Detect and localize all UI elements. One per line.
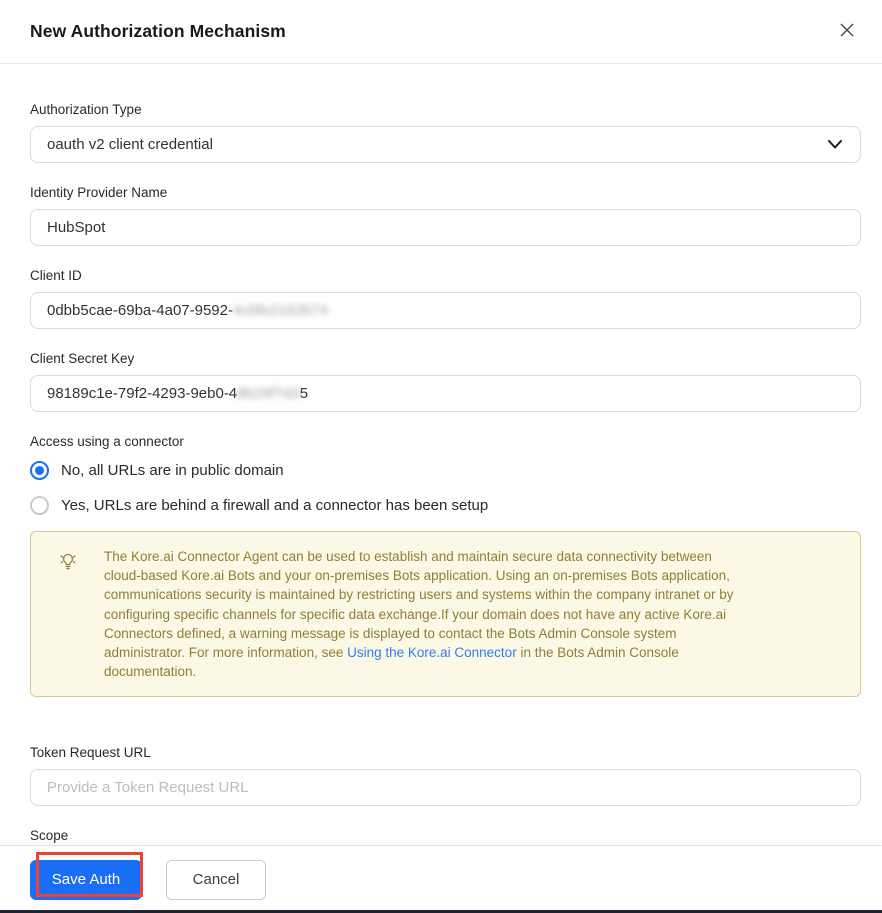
radio-unselected-icon xyxy=(30,496,49,515)
token-request-url-field xyxy=(30,745,861,806)
identity-provider-name-input[interactable] xyxy=(30,209,861,246)
client-secret-visible-text: 98189c1e-79f2-4293-9eb0-4 xyxy=(47,385,238,402)
client-id-field xyxy=(30,268,861,329)
radio-option-behind-firewall[interactable] xyxy=(30,496,861,515)
identity-provider-name-field xyxy=(30,185,861,246)
radio-option-public-domain-label: No, all URLs are in public domain xyxy=(61,462,284,479)
radio-option-behind-firewall-label: Yes, URLs are behind a firewall and a connector has been setup xyxy=(61,497,489,514)
client-secret-key-input[interactable] xyxy=(30,375,861,412)
cancel-button[interactable]: Cancel xyxy=(166,860,266,900)
authorization-type-selected-value: oauth v2 client credential xyxy=(47,136,213,153)
radio-option-public-domain[interactable] xyxy=(30,461,861,480)
authorization-type-label: Authorization Type xyxy=(30,102,142,117)
chevron-down-icon xyxy=(828,136,842,153)
connector-note-text: The Kore.ai Connector Agent can be used to establish and maintain secure data connectivity between cloud-based Kore.ai Bots and your on-premises Bots application. Using an on-premises Bots application, communications security is maintained by restricting users and systems within the company intranet or by configuring specific channels for specific data exchange.If your domain does not have any active Kore.ai Connectors defined, a warning message is displayed to contact the Bots Admin Console system administrator. For more information, see Using the Kore.ai Connector in the Bots Admin Console documentation. xyxy=(104,549,734,680)
authorization-type-select[interactable] xyxy=(30,126,861,163)
client-id-label: Client ID xyxy=(30,268,82,283)
client-secret-key-label: Client Secret Key xyxy=(30,351,135,366)
token-request-url-input[interactable] xyxy=(30,769,861,806)
save-auth-button[interactable]: Save Auth xyxy=(30,860,142,900)
client-secret-redacted-text: 8b29f7d3 xyxy=(237,385,300,402)
access-connector-group xyxy=(30,434,861,515)
scope-label: Scope xyxy=(30,828,69,844)
identity-provider-name-label: Identity Provider Name xyxy=(30,185,168,200)
close-icon xyxy=(839,22,855,41)
access-connector-label: Access using a connector xyxy=(30,434,184,449)
close-button[interactable] xyxy=(835,20,859,44)
dialog-title: New Authorization Mechanism xyxy=(30,21,286,41)
client-id-redacted-text: 4c6fe2162b74 xyxy=(232,302,329,319)
authorization-type-field xyxy=(30,102,861,163)
radio-selected-icon xyxy=(30,461,49,480)
client-id-input[interactable] xyxy=(30,292,861,329)
client-id-visible-text: 0dbb5cae-69ba-4a07-9592- xyxy=(47,302,233,319)
dialog-footer xyxy=(0,845,882,913)
client-secret-suffix-text: 5 xyxy=(299,385,309,402)
dialog-body xyxy=(0,64,882,889)
client-secret-key-field xyxy=(30,351,861,412)
token-request-url-label: Token Request URL xyxy=(30,745,151,761)
dialog-header xyxy=(0,0,882,64)
connector-info-note xyxy=(30,531,861,697)
lightbulb-icon xyxy=(31,547,104,681)
kore-connector-link[interactable]: Using the Kore.ai Connector xyxy=(347,645,517,661)
